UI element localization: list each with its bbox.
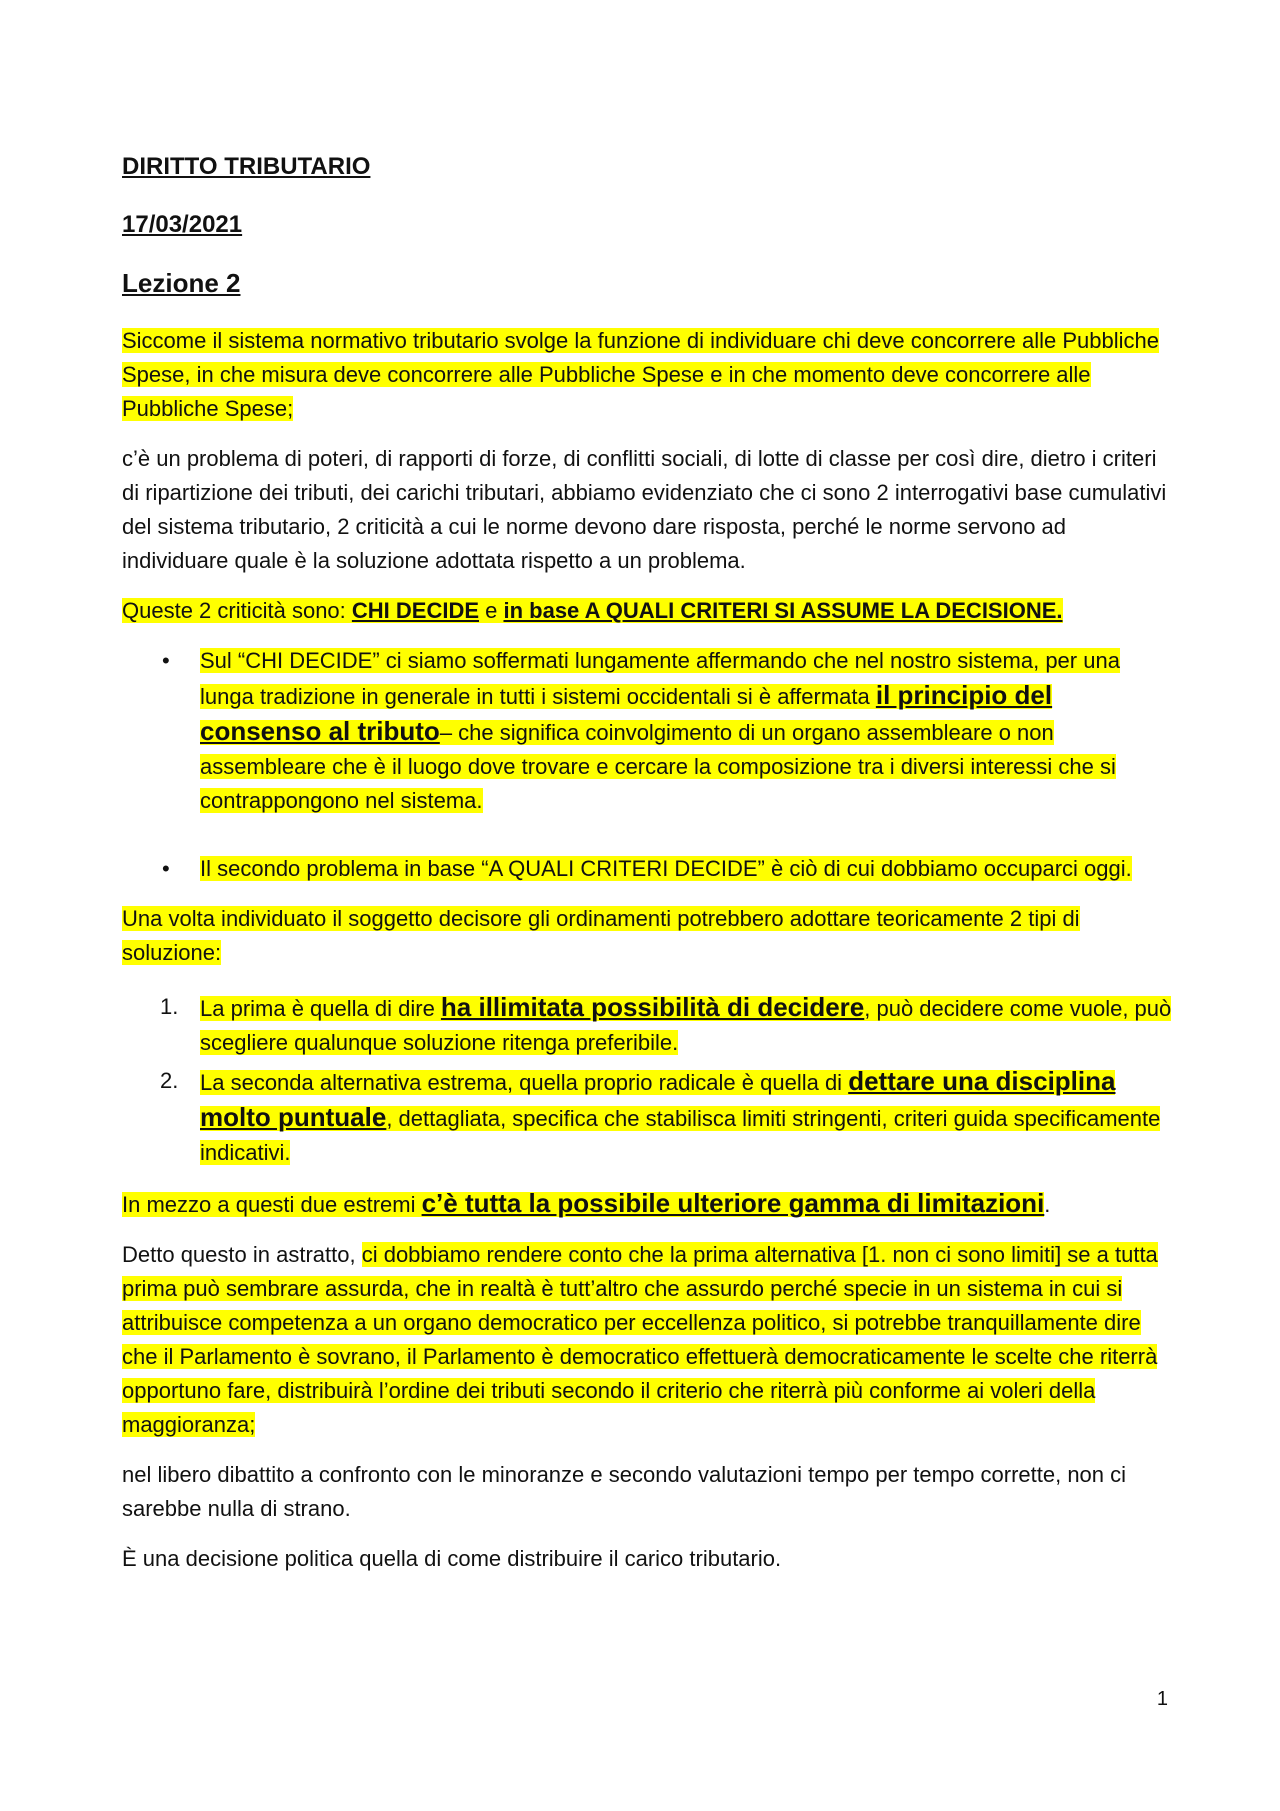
numbered-list — [122, 990, 1174, 1170]
bullet-marker: • — [162, 856, 170, 881]
highlighted-text: Il secondo problema in base “A QUALI CRITERI DECIDE” è ciò di cui dobbiamo occuparci oggi. — [200, 856, 1132, 881]
document-date: 17/03/2021 — [122, 211, 243, 238]
paragraph-problem: c’è un problema di poteri, di rapporti di forze, di conflitti sociali, di lotte di classe per così dire, dietro i criteri di ripartizione dei tributi, dei carichi tributari, abbiamo evidenziato che ci sono 2 interrogativi base cumulativi del sistema tributario, 2 criticità a cui le norme devono dare risposta, perché le norme servono ad individuare quale è la soluzione adottata rispetto a un problema. — [122, 446, 1167, 573]
highlighted-text: In mezzo a questi due estremi c’è tutta la possibile ulteriore gamma di limitazioni — [122, 1188, 1045, 1218]
list-item — [122, 852, 1174, 886]
list-number: 1. — [160, 994, 179, 1019]
keyword-criteri: in base A QUALI CRITERI SI ASSUME LA DECISIONE. — [503, 598, 1063, 623]
page-number: 1 — [1156, 1688, 1168, 1710]
list-item — [122, 1064, 1174, 1170]
keyword-disciplina: dettare una disciplina molto puntuale — [200, 1066, 1116, 1132]
keyword-chi-decide: CHI DECIDE — [351, 598, 480, 623]
bullet-marker: • — [162, 648, 170, 673]
list-number: 2. — [160, 1068, 179, 1093]
paragraph-astratto: Detto questo in astratto, ci dobbiamo rendere conto che la prima alternativa [1. non ci sono limiti] se a tutta prima può sembrare assurda, che in realtà è tutt’altro che assurdo perché specie in un sistema in cui si attribuisce competenza a un organo democratico per eccellenza politico, si potrebbe tranquillamente dire che il Parlamento è sovrano, il Parlamento è democratico effettuerà democraticamente le scelte che riterrà opportuno fare, distribuirà l’ordine dei tributi secondo il criterio che riterrà più conforme ai voleri della maggioranza; — [122, 1242, 1158, 1437]
keyword-gamma: c’è tutta la possibile ulteriore gamma di limitazioni — [421, 1188, 1045, 1218]
highlighted-text: La prima è quella di dire ha illimitata possibilità di decidere, può decidere come vuole, può scegliere qualunque soluzione ritenga preferibile. — [200, 992, 1172, 1055]
paragraph-dibattito: nel libero dibattito a confronto con le minoranze e secondo valutazioni tempo per tempo corrette, non ci sarebbe nulla di strano. — [122, 1462, 1127, 1521]
highlighted-text: ci dobbiamo rendere conto che la prima alternativa [1. non ci sono limiti] se a tutta prima può sembrare assurda, che in realtà è tutt’altro che assurdo perché specie in un sistema in cui si attribuisce competenza a un organo democratico per eccellenza politico, si potrebbe tranquillamente dire che il Parlamento è sovrano, il Parlamento è democratico effettuerà democraticamente le scelte che riterrà opportuno fare, distribuirà l’ordine dei tributi secondo il criterio che riterrà più conforme ai voleri della maggioranza; — [122, 1242, 1158, 1437]
highlighted-text: Una volta individuato il soggetto decisore gli ordinamenti potrebbero adottare teoricamente 2 tipi di soluzione: — [122, 906, 1080, 965]
highlighted-text: Sul “CHI DECIDE” ci siamo soffermati lungamente affermando che nel nostro sistema, per una lunga tradizione in generale in tutti i sistemi occidentali si è affermata il principio del consenso al tributo– che significa coinvolgimento di un organo assembleare o non assembleare che è il luogo dove trovare e cercare la composizione tra i diversi interessi che si contrappongono nel sistema. — [200, 648, 1120, 813]
paragraph-soluzioni — [122, 902, 1174, 970]
paragraph-criticita — [122, 594, 1174, 628]
paragraph-decisione-politica: È una decisione politica quella di come distribuire il carico tributario. — [122, 1546, 782, 1571]
paragraph-intro — [122, 324, 1174, 426]
highlighted-text: Siccome il sistema normativo tributario svolge la funzione di individuare chi deve concorrere alle Pubbliche Spese, in che misura deve concorrere alle Pubbliche Spese e in che momento deve concorrere alle Pubbliche Spese; — [122, 328, 1159, 421]
lesson-heading: Lezione 2 — [122, 268, 241, 298]
keyword-illimitata: ha illimitata possibilità di decidere — [440, 992, 865, 1022]
list-item — [122, 644, 1174, 818]
paragraph-estremi: In mezzo a questi due estremi c’è tutta la possibile ulteriore gamma di limitazioni. — [122, 1188, 1051, 1218]
highlighted-text: La seconda alternativa estrema, quella proprio radicale è quella di dettare una disciplina molto puntuale, dettagliata, specifica che stabilisca limiti stringenti, criteri guida specificamente indicativi. — [200, 1066, 1161, 1165]
list-item — [122, 990, 1174, 1060]
keyword-consenso: il principio del consenso al tributo — [200, 680, 1053, 746]
document-title: DIRITTO TRIBUTARIO — [122, 153, 371, 180]
document-body — [122, 150, 1174, 1592]
highlighted-text: Queste 2 criticità sono: CHI DECIDE e in base A QUALI CRITERI SI ASSUME LA DECISIONE. — [122, 598, 1063, 623]
bullet-list — [122, 644, 1174, 886]
